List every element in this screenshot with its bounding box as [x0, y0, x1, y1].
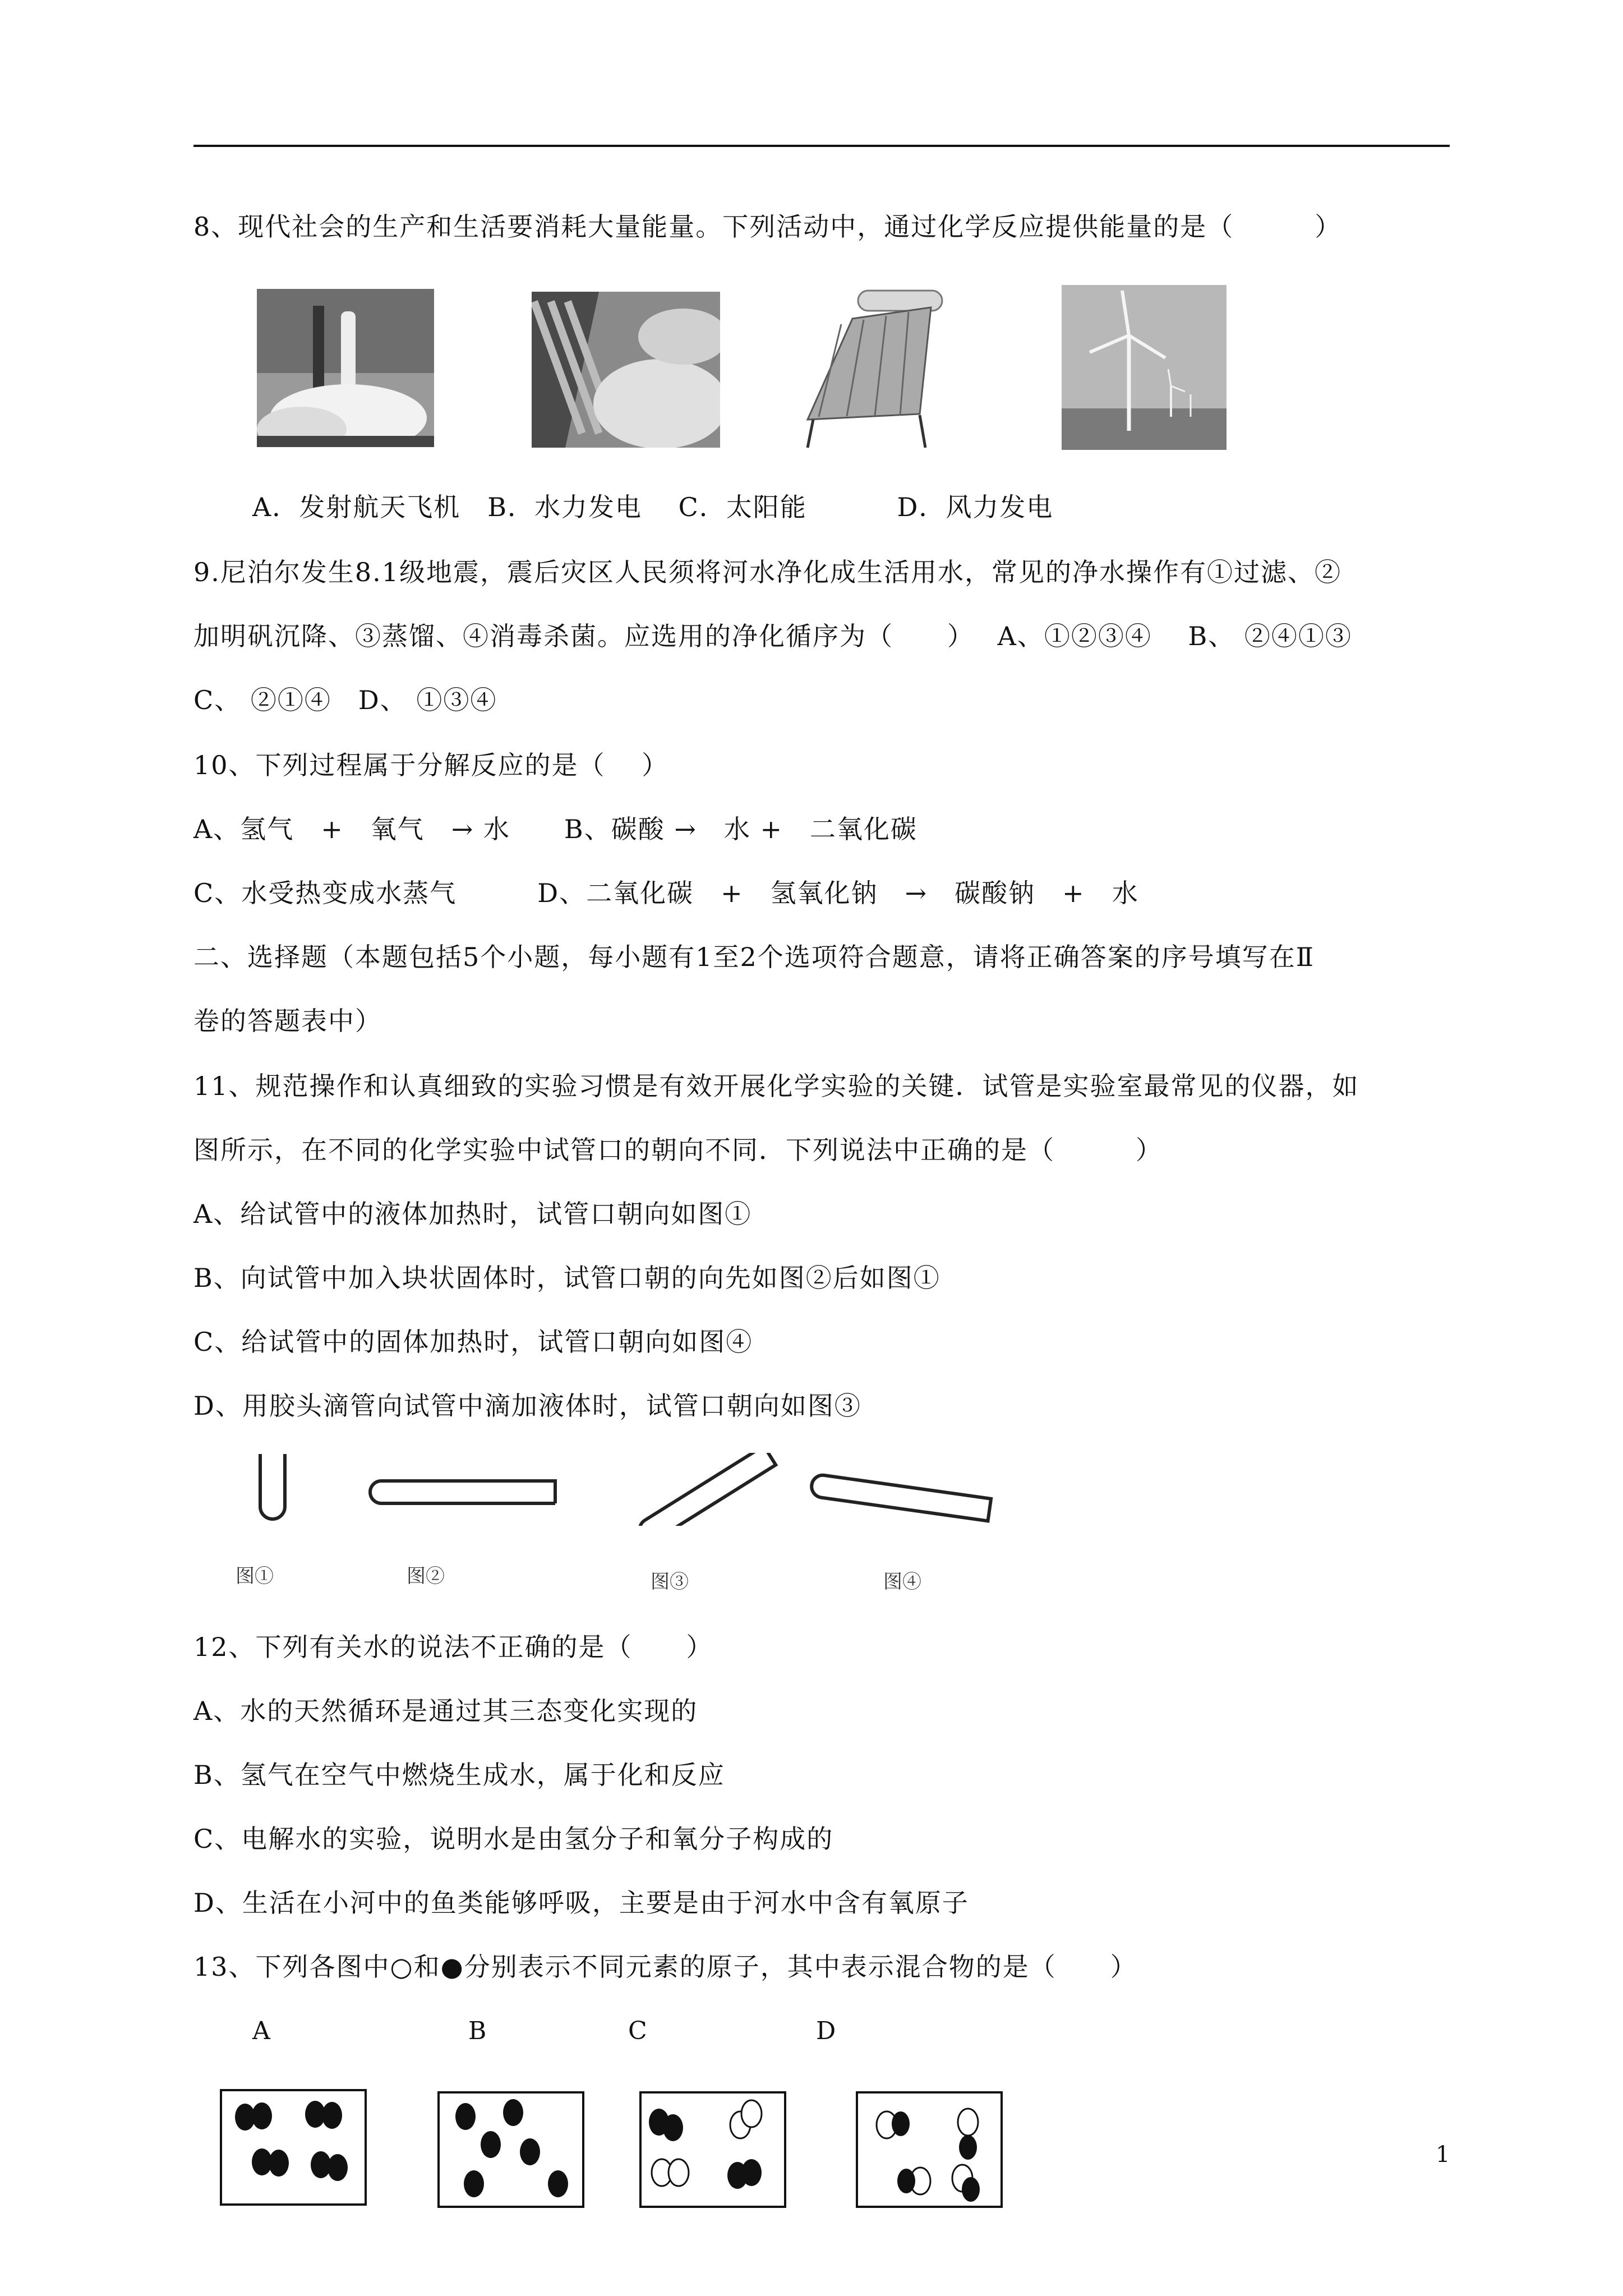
- fig-label-2: 图②: [407, 1565, 445, 1588]
- q11-option-a: A、给试管中的液体加热时，试管口朝向如图①: [193, 1199, 752, 1229]
- q9-line3: C、 ②①④ D、 ①③④: [193, 685, 497, 715]
- test-tube-1: [260, 1454, 285, 1519]
- test-tube-2: [370, 1481, 555, 1503]
- test-tube-4: [810, 1474, 991, 1521]
- q11-option-d: D、用胶头滴管向试管中滴加液体时，试管口朝向如图③: [193, 1391, 861, 1421]
- q12-option-b: B、氢气在空气中燃烧生成水，属于化和反应: [193, 1760, 725, 1790]
- q11-option-c: C、给试管中的固体加热时，试管口朝向如图④: [193, 1327, 753, 1357]
- fig-label-3: 图③: [651, 1571, 689, 1593]
- solar-water-heater-photo: [791, 285, 946, 449]
- q11-line1: 11、规范操作和认真细致的实验习惯是有效开展化学实验的关键．试管是实验室最常见的仪器，如: [193, 1071, 1359, 1101]
- section2-line2: 卷的答题表中）: [193, 1006, 382, 1036]
- q13-label-d: D: [816, 2017, 836, 2045]
- fig-label-4: 图④: [883, 1571, 921, 1593]
- q13-label-c: C: [628, 2017, 647, 2045]
- q10-stem: 10、下列过程属于分解反应的是（ ）: [193, 750, 669, 780]
- fig-label-1: 图①: [236, 1565, 274, 1588]
- q9-line2: 加明矾沉降、③蒸馏、④消毒杀菌。应选用的净化循序为（ ） A、①②③④ B、 ②④①③: [193, 621, 1352, 651]
- q13-stem: 13、下列各图中○和●分别表示不同元素的原子，其中表示混合物的是（ ）: [193, 1952, 1137, 1982]
- q13-label-b: B: [468, 2017, 487, 2045]
- q12-stem: 12、下列有关水的说法不正确的是（ ）: [193, 1632, 713, 1662]
- q12-option-d: D、生活在小河中的鱼类能够呼吸，主要是由于河水中含有氧原子: [193, 1888, 969, 1918]
- q10-line2: C、水受热变成水蒸气 D、二氧化碳 + 氢氧化钠 → 碳酸钠 + 水: [193, 878, 1139, 908]
- q9-line1: 9.尼泊尔发生8.1级地震，震后灾区人民须将河水净化成生活用水，常见的净水操作有①过滤、②: [193, 557, 1342, 587]
- q10-line1: A、氢气 + 氧气 → 水 B、碳酸 → 水 + 二氧化碳: [193, 814, 918, 844]
- molecule-box-d: [856, 2091, 1003, 2208]
- q11-option-b: B、向试管中加入块状固体时，试管口朝的向先如图②后如图①: [193, 1263, 940, 1293]
- page-number: 1: [1436, 2142, 1450, 2168]
- q8-stem: 8、现代社会的生产和生活要消耗大量能量。下列活动中，通过化学反应提供能量的是（ ）: [193, 211, 1342, 242]
- q8-options: A．发射航天飞机 B．水力发电 C．太阳能 D．风力发电: [252, 492, 1054, 522]
- rocket-launch-photo: [257, 289, 434, 447]
- q12-option-c: C、电解水的实验，说明水是由氢分子和氧分子构成的: [193, 1824, 834, 1854]
- q12-option-a: A、水的天然循环是通过其三态变化实现的: [193, 1696, 698, 1726]
- hydro-power-photo: [532, 292, 720, 448]
- q13-label-a: A: [252, 2017, 270, 2045]
- wind-turbine-photo: [1062, 285, 1227, 450]
- q11-line2: 图所示，在不同的化学实验中试管口的朝向不同．下列说法中正确的是（ ）: [193, 1135, 1163, 1165]
- test-tube-figures: [258, 1453, 1009, 1526]
- header-rule: [193, 145, 1450, 147]
- molecule-box-a: [220, 2089, 367, 2206]
- molecule-box-b: [437, 2091, 584, 2208]
- molecule-box-c: [639, 2091, 786, 2208]
- section2-line1: 二、选择题（本题包括5个小题，每小题有1至2个选项符合题意，请将正确答案的序号填写在Ⅱ: [193, 942, 1315, 972]
- test-tube-3: [635, 1453, 776, 1526]
